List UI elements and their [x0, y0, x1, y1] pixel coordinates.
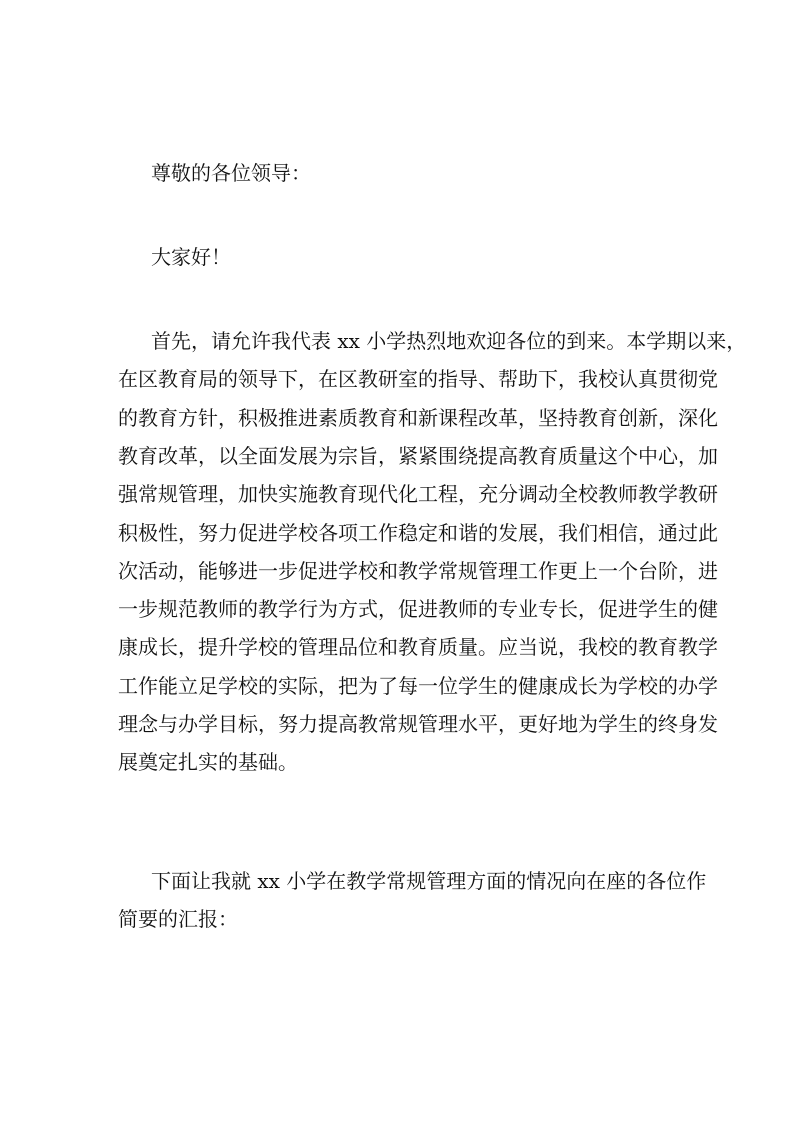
greeting: 大家好！: [151, 245, 231, 269]
text-line: 的教育方针，积极推进素质教育和新课程改革，坚持教育创新，深化: [118, 405, 718, 430]
text-line: 教育改革，以全面发展为宗旨，紧紧围绕提高教育质量这个中心，加: [118, 443, 718, 468]
text-line: 在区教育局的领导下，在区教研室的指导、帮助下，我校认真贯彻党: [118, 367, 718, 392]
text-line: 理念与办学目标，努力提高教常规管理水平，更好地为学生的终身发: [118, 712, 718, 736]
text-line: 简要的汇报：: [118, 907, 238, 932]
text-line: 展奠定扎实的基础。: [118, 750, 298, 775]
text-line: 积极性，努力促进学校各项工作稳定和谐的发展，我们相信，通过此: [118, 520, 718, 545]
text-line: 康成长，提升学校的管理品位和教育质量。应当说，我校的教育教学: [118, 635, 718, 660]
text-line: 一步规范教师的教学行为方式，促进教师的专业专长，促进学生的健: [118, 597, 718, 622]
salutation: 尊敬的各位领导：: [151, 161, 311, 185]
text-line: 强常规管理，加快实施教育现代化工程，充分调动全校教师教学教研: [118, 482, 718, 507]
text-line: 次活动，能够进一步促进学校和教学常规管理工作更上一个台阶，进: [118, 558, 718, 583]
text-line: 工作能立足学校的实际，把为了每一位学生的健康成长为学校的办学: [118, 673, 718, 698]
text-line: 下面让我就 xx 小学在教学常规管理方面的情况向在座的各位作: [151, 869, 707, 893]
text-line: 首先，请允许我代表 xx 小学热烈地欢迎各位的到来。本学期以来，: [151, 329, 747, 353]
